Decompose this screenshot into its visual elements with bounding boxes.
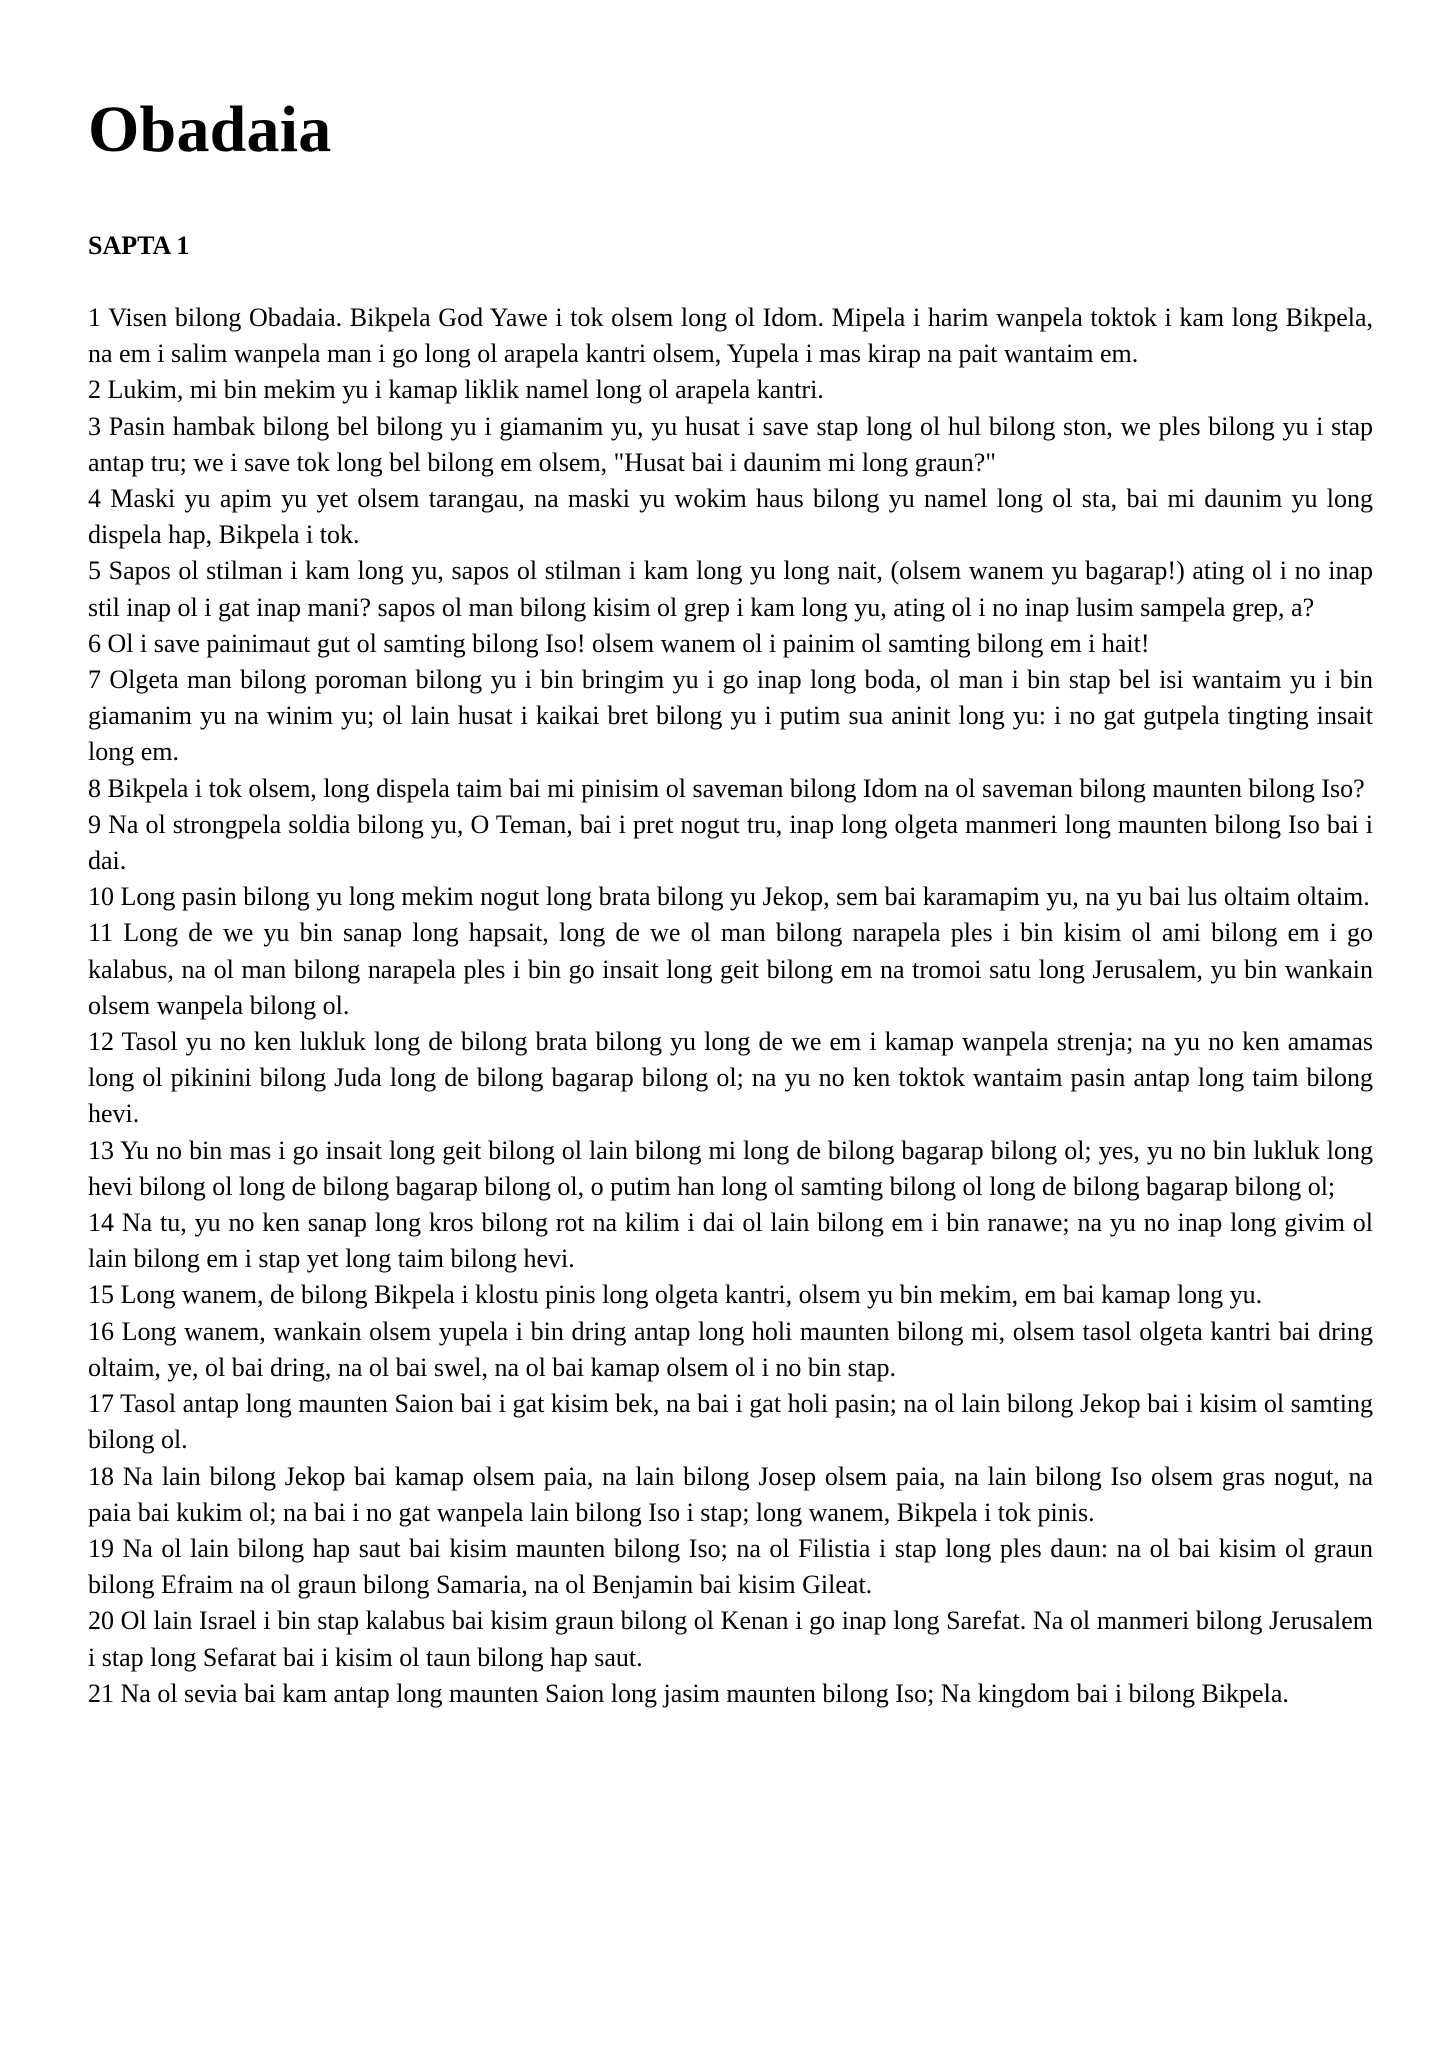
verse-4: 4 Maski yu apim yu yet olsem tarangau, na maski yu wokim haus bilong yu namel long ol sta, bai mi daunim yu long dispela hap, Bikpela i tok. [88, 484, 1373, 550]
verse-15: 15 Long wanem, de bilong Bikpela i klostu pinis long olgeta kantri, olsem yu bin mekim, em bai kamap long yu. [88, 1280, 1263, 1310]
book-title: Obadaia [88, 93, 332, 166]
verse-7: 7 Olgeta man bilong poroman bilong yu i bin bringim yu i go inap long boda, ol man i bin stap bel isi wantaim yu i bin giamanim yu na winim yu; ol lain husat i kaikai bret bilong yu i putim sua aninit long yu: i no gat gutpela tingting insait long em. [88, 665, 1373, 767]
chapter-heading: SAPTA 1 [88, 231, 190, 260]
verse-1: 1 Visen bilong Obadaia. Bikpela God Yawe i tok olsem long ol Idom. Mipela i harim wanpela toktok i kam long Bikpela, na em i salim wanpela man i go long ol arapela kantri olsem, Yupela i mas kirap na pait wantaim em. [88, 303, 1373, 369]
verse-12: 12 Tasol yu no ken lukluk long de bilong brata bilong yu long de we em i kamap wanpela strenja; na yu no ken amamas long ol pikinini bilong Juda long de bilong bagarap bilong ol; na yu no ken toktok wantaim pasin antap long taim bilong hevi. [88, 1027, 1373, 1129]
verse-3: 3 Pasin hambak bilong bel bilong yu i giamanim yu, yu husat i save stap long ol hul bilong ston, we ples bilong yu i stap antap tru; we i save tok long bel bilong em olsem, "Husat bai i daunim mi long graun?" [88, 411, 1373, 477]
verse-list [88, 300, 1373, 1712]
verse-19: 19 Na ol lain bilong hap saut bai kisim maunten bilong Iso; na ol Filistia i stap long ples daun: na ol bai kisim ol graun bilong Efraim na ol graun bilong Samaria, na ol Benjamin bai kisim Gileat. [88, 1533, 1373, 1600]
verse-14: 14 Na tu, yu no ken sanap long kros bilong rot na kilim i dai ol lain bilong em i bin ranawe; na yu no inap long givim ol lain bilong em i stap yet long taim bilong hevi. [88, 1208, 1373, 1274]
verse-18: 18 Na lain bilong Jekop bai kamap olsem paia, na lain bilong Josep olsem paia, na lain bilong Iso olsem gras nogut, na paia bai kukim ol; na bai i no gat wanpela lain bilong Iso i stap; long wanem, Bikpela i tok pinis. [88, 1461, 1373, 1527]
verse-21: 21 Na ol sevia bai kam antap long maunten Saion long jasim maunten bilong Iso; Na kingdom bai i bilong Bikpela. [88, 1678, 1289, 1708]
verse-5: 5 Sapos ol stilman i kam long yu, sapos ol stilman i kam long yu long nait, (olsem wanem yu bagarap!) ating ol i no inap stil inap ol i gat inap mani? sapos ol man bilong kisim ol grep i kam long yu, ating ol i no inap lusim sampela grep, a? [88, 556, 1373, 622]
verse-8: 8 Bikpela i tok olsem, long dispela taim bai mi pinisim ol saveman bilong Idom na ol saveman bilong maunten bilong Iso? [88, 773, 1365, 803]
verse-13: 13 Yu no bin mas i go insait long geit bilong ol lain bilong mi long de bilong bagarap bilong ol; yes, yu no bin lukluk long hevi bilong ol long de bilong bagarap bilong ol, o putim han long ol samting bilong ol long de bilong bagarap bilong ol; [88, 1135, 1373, 1201]
verse-11: 11 Long de we yu bin sanap long hapsait, long de we ol man bilong narapela ples i bin kisim ol ami bilong em i go kalabus, na ol man bilong narapela ples i bin go insait long geit bilong em na tromoi satu long Jerusalem, yu bin wankain olsem wanpela bilong ol. [88, 918, 1373, 1020]
verse-9: 9 Na ol strongpela soldia bilong yu, O Teman, bai i pret nogut tru, inap long olgeta manmeri long maunten bilong Iso bai i dai. [88, 809, 1373, 876]
verse-6: 6 Ol i save painimaut gut ol samting bilong Iso! olsem wanem ol i painim ol samting bilong em i hait! [88, 628, 1150, 658]
verse-17: 17 Tasol antap long maunten Saion bai i gat kisim bek, na bai i gat holi pasin; na ol lain bilong Jekop bai i kisim ol samting bilong ol. [88, 1389, 1373, 1455]
verse-16: 16 Long wanem, wankain olsem yupela i bin dring antap long holi maunten bilong mi, olsem tasol olgeta kantri bai dring oltaim, ye, ol bai dring, na ol bai swel, na ol bai kamap olsem ol i no bin stap. [88, 1316, 1373, 1382]
verse-2: 2 Lukim, mi bin mekim yu i kamap liklik namel long ol arapela kantri. [88, 375, 824, 405]
verse-10: 10 Long pasin bilong yu long mekim nogut long brata bilong yu Jekop, sem bai karamapim yu, na yu bai lus oltaim oltaim. [88, 882, 1370, 912]
verse-20: 20 Ol lain Israel i bin stap kalabus bai kisim graun bilong ol Kenan i go inap long Sarefat. Na ol manmeri bilong Jerusalem i stap long Sefarat bai i kisim ol taun bilong hap saut. [88, 1606, 1373, 1672]
